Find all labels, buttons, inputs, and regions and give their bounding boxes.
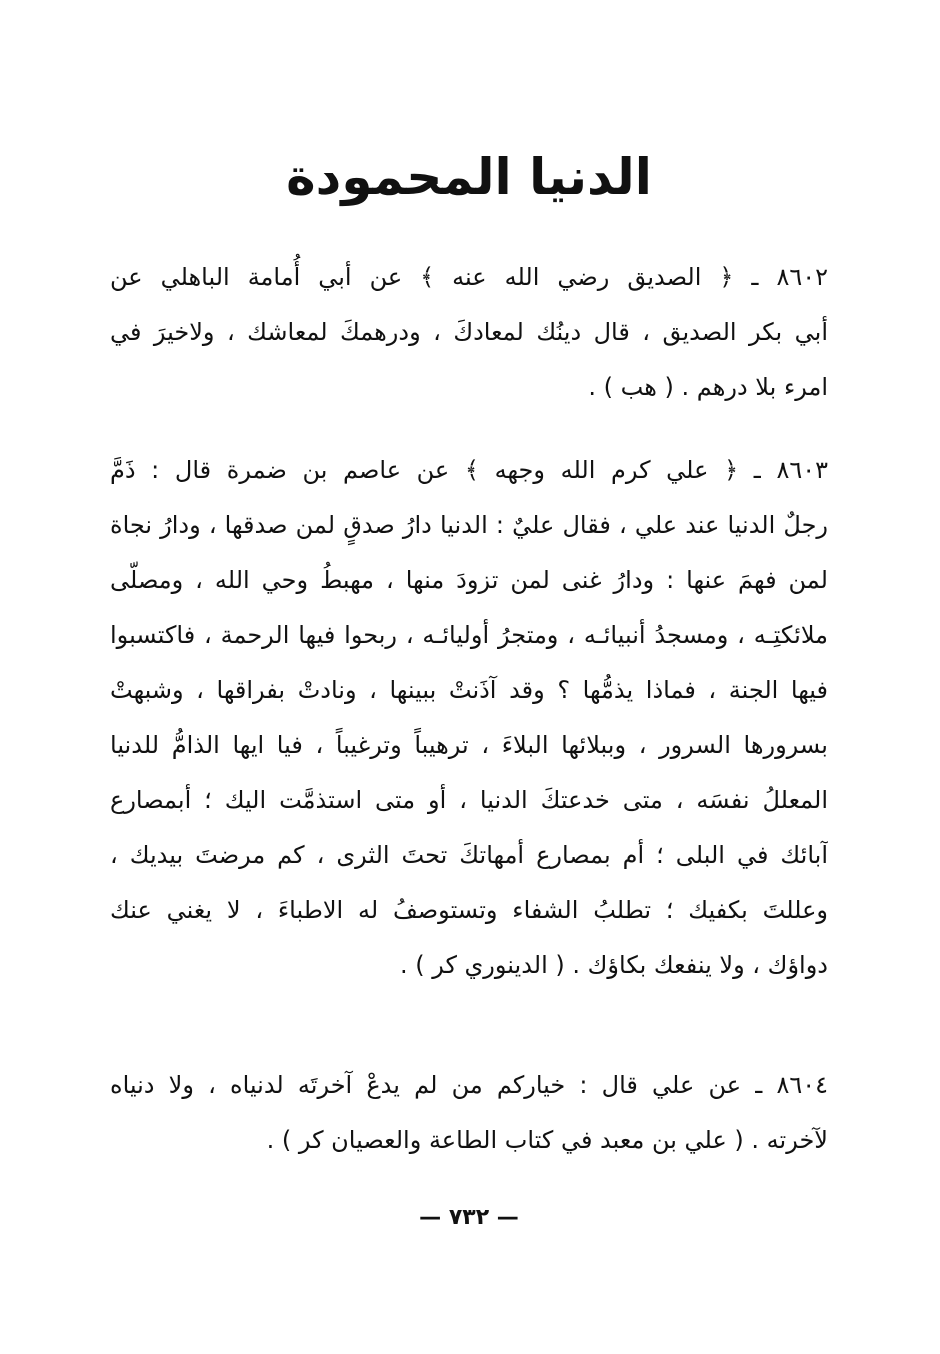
hadith-entry-8603 bbox=[110, 443, 828, 993]
entry-line: ٨٦٠٤ ـ عن علي قال : خياركم من لم يدعْ آخرتَه لدنياه ، ولا دنياه bbox=[110, 1071, 828, 1099]
entry-line: دواؤك ، ولا ينفعك بكاؤك . ( الدينوري كر ) . bbox=[399, 951, 828, 979]
entry-line: فيها الجنة ، فماذا يذمُّها ؟ وقد آذَنتْ ببينها ، ونادتْ بفراقها ، وشبهتْ bbox=[110, 676, 828, 704]
hadith-entry-8604 bbox=[110, 1058, 828, 1168]
entry-line: وعللتَ بكفيك ؛ تطلبُ الشفاء وتستوصفُ له الاطباءَ ، لا يغني عنك bbox=[110, 896, 828, 924]
entry-line: المعللُ نفسَه ، متى خدعتكَ الدنيا ، أو متى استذمَّت اليك ؛ أبمصارع bbox=[110, 786, 828, 814]
entry-line: لمن فهمَ عنها : ودارُ غنى لمن تزودَ منها ، مهبطُ وحي الله ، ومصلّى bbox=[110, 566, 828, 594]
entry-line: أبي بكر الصديق ، قال دينُك لمعادكَ ، ودرهمكَ لمعاشك ، ولاخيرَ في bbox=[110, 318, 828, 346]
entry-line: رجلٌ الدنيا عند علي ، فقال عليٌ : الدنيا دارُ صدقٍ لمن صدقها ، ودارُ نجاة bbox=[110, 511, 828, 539]
document-page bbox=[110, 0, 828, 1354]
entry-line: امرء بلا درهم . ( هب ) . bbox=[588, 373, 828, 401]
chapter-heading: الدنيا المحمودة bbox=[286, 148, 652, 206]
entry-line: ٨٦٠٣ ـ ﴿ علي كرم الله وجهه ﴾ عن عاصم بن ضمرة قال : ذَمَّ bbox=[110, 456, 828, 484]
entry-line: بسرورها السرور ، وببلائها البلاءَ ، ترهيباً وترغيباً ، فيا ايها الذامُّ للدنيا bbox=[110, 731, 828, 759]
entry-line: ٨٦٠٢ ـ ﴿ الصديق رضي الله عنه ﴾ عن أبي أُمامة الباهلي عن bbox=[110, 263, 828, 291]
entry-line: ملائكتِـه ، ومسجدُ أنبيائـه ، ومتجرُ أوليائـه ، ربحوا فيها الرحمة ، فاكتسبوا bbox=[110, 621, 828, 649]
hadith-entry-8602 bbox=[110, 250, 828, 415]
entry-line: آبائك في البلى ؛ أم بمصارع أمهاتكَ تحتَ الثرى ، كم مرضتَ بيديك ، bbox=[110, 841, 828, 869]
page-number: — ٧٣٢ — bbox=[419, 1205, 519, 1230]
entry-line: لآخرته . ( علي بن معبد في كتاب الطاعة والعصيان كر ) . bbox=[266, 1126, 828, 1154]
